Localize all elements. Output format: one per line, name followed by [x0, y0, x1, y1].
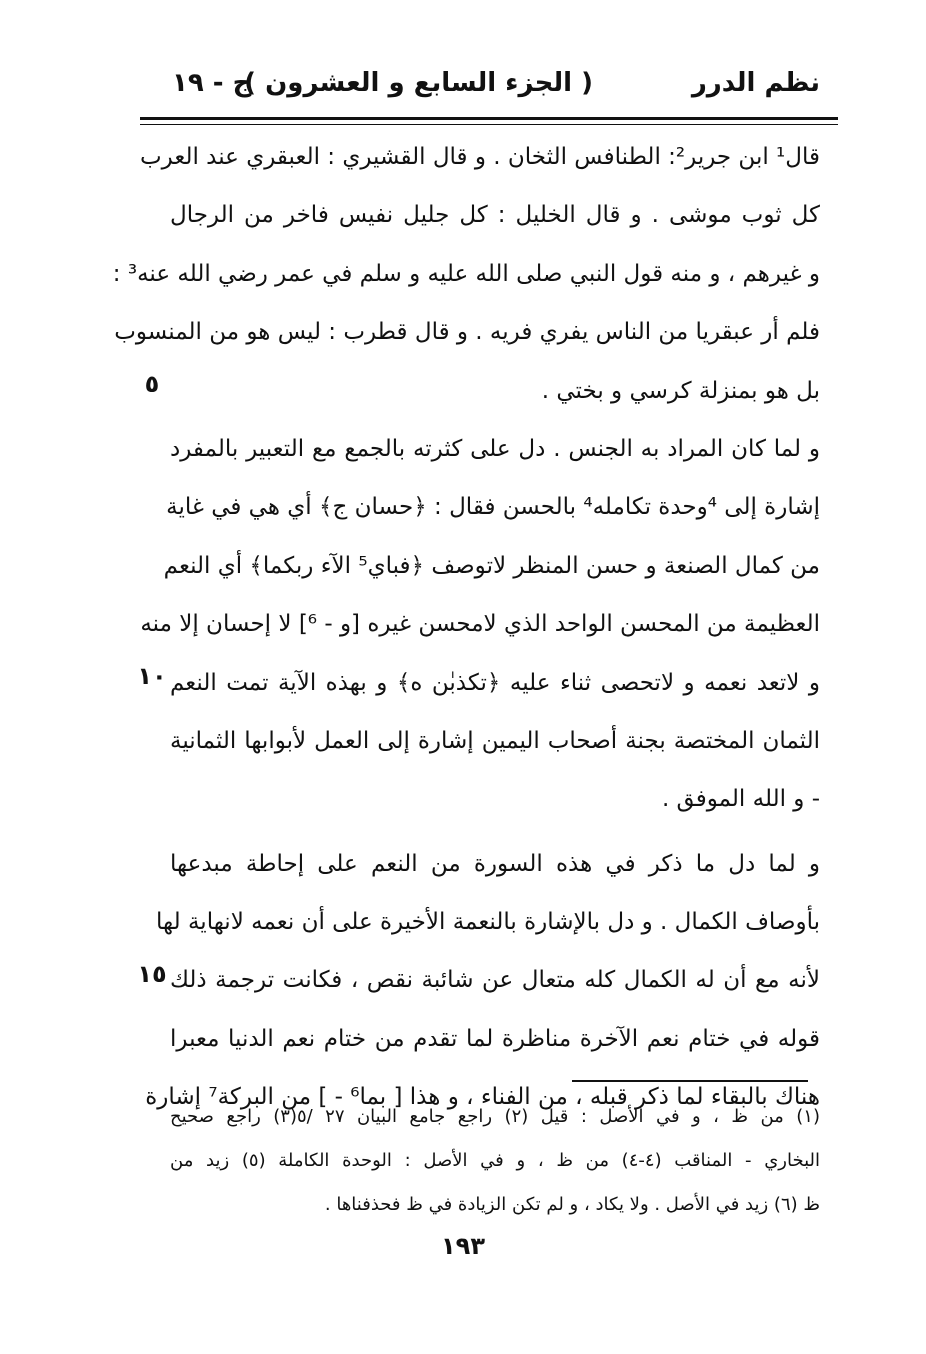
text-line: هناك بالبقاء لما ذكر قبله ، من الفناء ، و هذا [ بما⁶ - ] من البركة⁷ إشارة [145, 1084, 820, 1111]
text-line: كل ثوب موشى . و قال الخليل : كل جليل نفيس فاخر من الرجال [170, 202, 820, 229]
text-line: و غيرهم ، و منه قول النبي صلى الله عليه و سلم في عمر رضي الله عنه³ : [112, 260, 820, 287]
line-number-10: ١٠ [137, 662, 167, 690]
text-line: بل هو بمنزلة كرسي و بختي . [541, 377, 820, 404]
text-line: قوله في ختام نعم الآخرة مناظرة لما تقدم من ختام نعم الدنيا معبرا [170, 1025, 820, 1052]
footnotes [170, 1095, 820, 1227]
footnote-line: البخاري - المناقب (٤-٤) من ظ ، و في الأصل : الوحدة الكاملة (٥) زيد من [170, 1150, 821, 1171]
footnote-line: ظ (٦) زيد في الأصل . ولا يكاد ، و لم تكن الزيادة في ظ فحذفناها . [324, 1194, 820, 1215]
text-line: و لما دل ما ذكر في هذه السورة من النعم على إحاطة مبدعها [170, 850, 820, 877]
text-line: إشارة إلى ⁴وحدة تكامله⁴ بالحسن فقال : ﴿حسان ج﴾ أي هي في غاية [166, 494, 820, 521]
page-number: ١٩٣ [441, 1232, 485, 1260]
text-line: - و الله الموفق . [661, 786, 820, 813]
text-line: قال¹ ابن جرير²: الطنافس الثخان . و قال القشيري : العبقري عند العرب [140, 144, 820, 170]
footnote-rule [572, 1080, 808, 1082]
running-header [150, 62, 828, 112]
header-rule-thin [140, 124, 838, 125]
text-line: لأنه مع أن له الكمال كله متعال عن شائبة نقص ، فكانت ترجمة ذلك [170, 967, 820, 994]
text-line: فلم أر عبقريا من الناس يفري فريه . و قال قطرب : ليس هو من المنسوب [114, 319, 820, 346]
part-title: ( الجزء السابع و العشرون ) [244, 68, 593, 98]
text-line: بأوصاف الكمال . و دل بالإشارة بالنعمة الأخيرة على أن نعمه لانهاية لها [156, 909, 820, 936]
text-line: العظيمة من المحسن الواحد الذي لامحسن غيره [و - ⁶] لا إحسان إلا منه [140, 611, 820, 638]
text-line: الثمان المختصة بجنة أصحاب اليمين إشارة إلى العمل لأبوابها الثمانية [170, 727, 820, 754]
book-title: نظم الدرر [691, 68, 820, 98]
text-line: و لاتعد نعمه و لاتحصى ثناء عليه ﴿تكذبٰن ه﴾ و بهذه الآية تمت النعم [170, 669, 820, 696]
footnote-line: (١) من ظ ، و في الأصل : قيل (٢) راجع جامع البيان ٢٧ /٥(٣) راجع صحيح [170, 1106, 820, 1127]
volume-reference: ج - ١٩ [172, 68, 252, 98]
line-number-5: ٥ [144, 370, 160, 398]
text-line: و لما كان المراد به الجنس . دل على كثرته بالجمع مع التعبير بالمفرد [170, 435, 820, 462]
text-line: من كمال الصنعة و حسن المنظر لاتوصف ﴿فباي⁵ الآء ربكما﴾ أي النعم [163, 552, 820, 579]
line-number-15: ١٥ [137, 960, 167, 988]
header-rule-thick [140, 117, 838, 120]
